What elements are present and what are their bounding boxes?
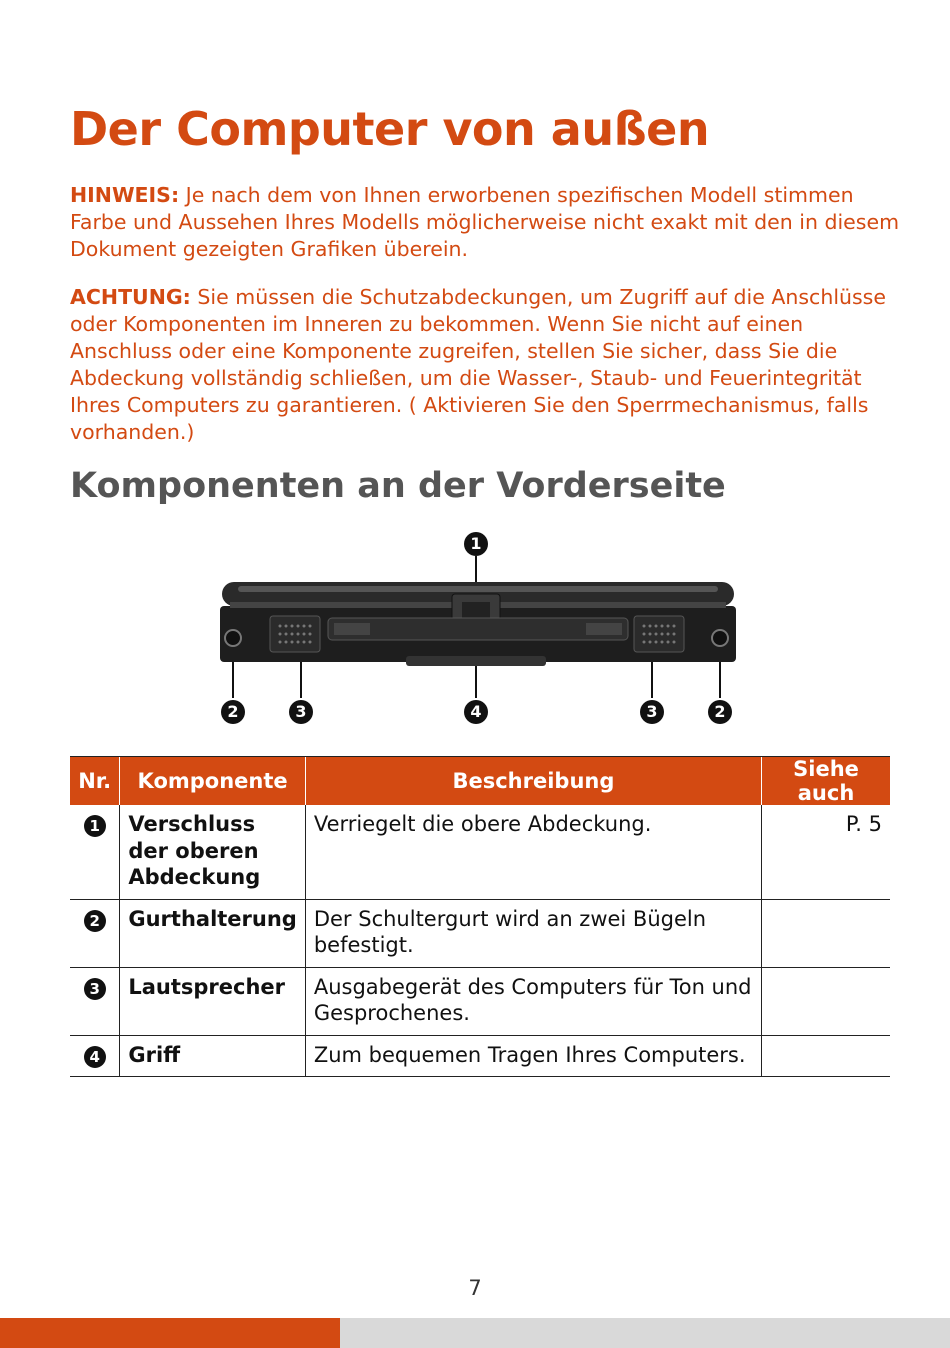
row-number <box>70 1035 120 1077</box>
header-komponente: Komponente <box>120 757 305 806</box>
achtung-note <box>70 284 900 446</box>
component-name: Griff <box>120 1035 305 1077</box>
row-number <box>70 805 120 899</box>
number-badge: 2 <box>84 910 106 932</box>
header-siehe-auch: Siehe auch <box>762 757 890 806</box>
see-also-reference <box>762 1035 890 1077</box>
table-row <box>70 899 890 967</box>
callout-4: 4 <box>464 700 488 724</box>
table-row <box>70 805 890 899</box>
hinweis-note <box>70 182 900 263</box>
section-title: Komponenten an der Vorderseite <box>70 466 726 506</box>
see-also-reference: P. 5 <box>762 805 890 899</box>
hinweis-text: Je nach dem von Ihnen erworbenen spezifischen Modell stimmen Farbe und Aussehen Ihres Modells möglicherweise nicht exakt mit den in diesem Dokument gezeigten Grafiken überein. <box>70 183 900 261</box>
components-table <box>70 756 890 1077</box>
component-description: Verriegelt die obere Abdeckung. <box>305 805 761 899</box>
component-name: Lautsprecher <box>120 967 305 1035</box>
callout-3-right: 3 <box>640 700 664 724</box>
number-badge: 4 <box>84 1046 106 1068</box>
see-also-reference <box>762 967 890 1035</box>
see-also-reference <box>762 899 890 967</box>
table-row <box>70 1035 890 1077</box>
component-description: Der Schultergurt wird an zwei Bügeln befestigt. <box>305 899 761 967</box>
table-row <box>70 967 890 1035</box>
hinweis-label: HINWEIS: <box>70 183 180 207</box>
callout-2-right: 2 <box>708 700 732 724</box>
footer-gray-bar <box>340 1318 950 1348</box>
achtung-text: Sie müssen die Schutzabdeckungen, um Zugriff auf die Anschlüsse oder Komponenten im Inneren zu bekommen. Wenn Sie nicht auf einen Anschluss oder eine Komponente zugreifen, stellen Sie sicher, dass Sie die Abdeckung vollständig schließen, um die Wasser-, Staub- und Feuerintegrität Ihres Computers zu garantieren. ( Aktivieren Sie den Sperrmechanismus, falls vorhanden.) <box>70 285 886 444</box>
row-number <box>70 899 120 967</box>
page-number: 7 <box>468 1276 482 1300</box>
callout-1: 1 <box>464 532 488 556</box>
number-badge: 3 <box>84 978 106 1000</box>
laptop-front-illustration <box>210 526 750 736</box>
number-badge: 1 <box>84 815 106 837</box>
component-name: Gurthalterung <box>120 899 305 967</box>
component-description: Zum bequemen Tragen Ihres Computers. <box>305 1035 761 1077</box>
component-description: Ausgabegerät des Computers für Ton und Gesprochenes. <box>305 967 761 1035</box>
achtung-label: ACHTUNG: <box>70 285 191 309</box>
callout-2-left: 2 <box>221 700 245 724</box>
row-number <box>70 967 120 1035</box>
callout-3-left: 3 <box>289 700 313 724</box>
component-name: Verschluss der oberen Abdeckung <box>120 805 305 899</box>
page-title: Der Computer von außen <box>70 102 710 156</box>
header-beschreibung: Beschreibung <box>305 757 761 806</box>
table-header-row <box>70 757 890 806</box>
footer-accent-bar <box>0 1318 340 1348</box>
header-nr: Nr. <box>70 757 120 806</box>
